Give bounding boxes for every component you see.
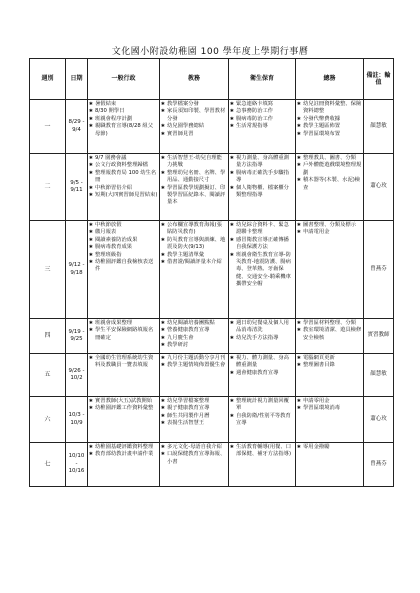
week-cell: 四 — [30, 319, 66, 354]
general-list — [297, 222, 362, 237]
remarks-cell: 顏慧敏 — [364, 354, 394, 397]
date-cell: 9/19 - 9/25 — [66, 319, 88, 354]
list-item: ✱ 腸病毒正確洗手步驟指導 — [230, 170, 294, 185]
general-list — [297, 398, 362, 413]
remarks-cell: 顏慧敏 — [364, 100, 394, 154]
week-cell: 一 — [30, 100, 66, 154]
list-item: ✱ 公布欄宣導教育海報(張貼防災教育) — [161, 222, 227, 237]
remarks-cell: 實習教師 — [364, 319, 394, 354]
health-cell — [229, 397, 296, 443]
list-item: ✱ 表揚生活智慧王 — [161, 420, 227, 427]
list-item: ✱ 整理幼兒名冊、名牌、學用品、通勤接尺寸 — [161, 170, 227, 185]
admin-list — [89, 101, 158, 138]
teaching-cell — [160, 354, 229, 397]
list-item: ✱ 幼稚園評鑑工作資料彙整 — [89, 405, 158, 412]
teaching-list — [161, 444, 227, 466]
admin-cell — [88, 154, 160, 221]
general-cell — [296, 354, 364, 397]
list-item: ✱ 電腦網頁更新 — [297, 355, 362, 362]
list-item: ✱ 學習區環境消毒 — [297, 405, 362, 412]
list-item: ✱ 中秋節習俗介紹 — [89, 185, 158, 192]
list-item: ✱ 戶外體能遊戲環境整理規劃 — [297, 162, 362, 177]
teaching-cell — [160, 154, 229, 221]
general-cell — [296, 397, 364, 443]
list-item: ✱ 整理報教育局 100 幼生名冊 — [89, 170, 158, 185]
admin-cell — [88, 319, 160, 354]
list-item: ✱ 幼稚園評鑑自我檢核表送件 — [89, 259, 158, 274]
schedule-table — [29, 58, 394, 487]
list-item: ✱ 學習區教學規劃擬訂、印製學習區紀錄本、閱讀評量本 — [161, 185, 227, 207]
list-item: ✱ 積木器等(木製、水泥)檢查 — [297, 177, 362, 192]
table-row — [30, 319, 394, 354]
general-list — [297, 444, 362, 451]
header-remarks: 備註：輪值 — [364, 59, 394, 100]
list-item: ✱ 個人衛物櫃、檔案櫃分類整理指導 — [230, 185, 294, 200]
list-item: ✱ 申請零用金 — [297, 398, 362, 405]
health-list — [230, 222, 294, 289]
admin-list — [89, 222, 158, 274]
teaching-list — [161, 398, 227, 428]
admin-list — [89, 355, 158, 370]
admin-list — [89, 320, 158, 342]
list-item: ✱ 學習區材料整理、分類 — [297, 320, 362, 327]
general-cell — [296, 100, 364, 154]
admin-list — [89, 155, 158, 199]
list-item: ✱ 幼兒學習檔案整理 — [161, 398, 227, 405]
date-cell: 9/26 - 10/2 — [66, 354, 88, 397]
list-item: ✱ 自我防衛/性別平等教育宣導 — [230, 413, 294, 428]
list-item: ✱ 感冒衛教宣導正確傳播自我保護方法 — [230, 237, 294, 252]
week-cell: 五 — [30, 354, 66, 397]
list-item: ✱ 九月份主題活動分享月刊 — [161, 355, 227, 362]
list-item: ✱ 幼兒洗手方法指導 — [230, 335, 294, 342]
remarks-cell: 曾燕芬 — [364, 221, 394, 319]
admin-cell — [88, 354, 160, 397]
list-item: ✱ 零用金撥勵 — [297, 444, 362, 451]
list-item: ✱ 家長須知印製、學習教材分發 — [161, 108, 227, 123]
date-cell: 9/12 - 9/18 — [66, 221, 88, 319]
list-item: ✱ 幼稚園基礎評鑑資料整理 — [89, 444, 158, 451]
health-list — [230, 355, 294, 377]
list-item: ✱ 急事務防治工作 — [230, 108, 294, 115]
list-item: ✱ 中秋節放假 — [89, 222, 158, 229]
admin-list — [89, 398, 158, 413]
list-item: ✱ 週日幼兒餐桌及個人用品消毒清洗 — [230, 320, 294, 335]
list-item: ✱ 整理教具、圖書、分類 — [297, 155, 362, 162]
header-general: 總務 — [296, 59, 364, 100]
health-list — [230, 320, 294, 342]
list-item: ✱ 多元文化-母語自我介紹 — [161, 444, 227, 451]
list-item: ✱ 親子健康教育宣導 — [161, 405, 227, 412]
header-teaching: 教務 — [160, 59, 229, 100]
date-cell: 8/29 - 9/4 — [66, 100, 88, 154]
schedule-body — [30, 100, 394, 487]
list-item: ✱ 教學主題情境佈置優生會 — [161, 362, 227, 369]
teaching-cell — [160, 397, 229, 443]
date-cell: 10/10 - 10/16 — [66, 443, 88, 487]
general-list — [297, 101, 362, 138]
general-cell — [296, 221, 364, 319]
list-item: ✱ 9/7 園務會議 — [89, 155, 158, 162]
header-date: 日期 — [66, 59, 88, 100]
list-item: ✱ 教育部幼教計畫申請作業 — [89, 451, 158, 458]
list-item: ✱ 教學研討 — [161, 342, 227, 349]
list-item: ✱ 生活常規指導 — [230, 123, 294, 130]
list-item: ✱ 公文行政資料整理歸檔 — [89, 162, 158, 169]
list-item: ✱ 緊急連絡卡填寫 — [230, 101, 294, 108]
list-item: ✱ 分發代幣費收據 — [297, 116, 362, 123]
remarks-cell: 曾燕芬 — [364, 443, 394, 487]
admin-cell — [88, 397, 160, 443]
health-list — [230, 101, 294, 131]
general-list — [297, 355, 362, 370]
teaching-cell — [160, 100, 229, 154]
health-list — [230, 155, 294, 199]
table-row — [30, 443, 394, 487]
list-item: ✱ 申請電用金 — [297, 229, 362, 236]
table-row — [30, 154, 394, 221]
list-item: ✱ 幼兒註冊資料彙整、保險資料總整 — [297, 101, 362, 116]
teaching-cell — [160, 443, 229, 487]
list-item: ✱ 整理統計視力測量回覆單 — [230, 398, 294, 413]
date-cell: 9/5 - 9/11 — [66, 154, 88, 221]
date-cell: 10/3 - 10/9 — [66, 397, 88, 443]
list-item: ✱ 全國幼生管理系統幼生資料及教職員一覽表填報 — [89, 355, 158, 370]
header-week: 週別 — [30, 59, 66, 100]
week-cell: 六 — [30, 397, 66, 443]
health-cell — [229, 319, 296, 354]
general-list — [297, 155, 362, 192]
teaching-list — [161, 101, 227, 138]
list-item: ✱ 借書證/閱讀評量本介紹 — [161, 259, 227, 266]
list-item: ✱ 腸病毒防治工作 — [230, 116, 294, 123]
table-row — [30, 100, 394, 154]
list-item: ✱ 暑假結束 — [89, 101, 158, 108]
list-item: ✱ 師生共同製作月曆 — [161, 413, 227, 420]
list-item: ✱ 班親會程序計劃 — [89, 116, 158, 123]
list-item: ✱ 整理圖書目錄 — [297, 362, 362, 369]
week-cell: 三 — [30, 221, 66, 319]
teaching-list — [161, 155, 227, 207]
week-cell: 七 — [30, 443, 66, 487]
general-list — [297, 320, 362, 342]
list-item: ✱ 圖書整理、分類及標示 — [297, 222, 362, 229]
health-list — [230, 398, 294, 428]
week-cell: 二 — [30, 154, 66, 221]
health-list — [230, 444, 294, 459]
list-item: ✱ 幼兒閱讀培養團點點 — [161, 320, 227, 327]
list-item: ✱ 短期(大四實習師見習結束) — [89, 192, 158, 199]
teaching-list — [161, 355, 227, 370]
admin-cell — [88, 100, 160, 154]
list-item: ✱ 生活智慧王-幼兒自理能力挑戰 — [161, 155, 227, 170]
list-item: ✱ 親職教育宣導(8/28 組父母節) — [89, 123, 158, 138]
teaching-cell — [160, 221, 229, 319]
list-item: ✱ 閱讀素養防治成果 — [89, 237, 158, 244]
list-item: ✱ 幼兒綜合資料卡、緊急證聯卡整理 — [230, 222, 294, 237]
table-row — [30, 221, 394, 319]
header-row — [30, 59, 394, 100]
remarks-cell: 蕭心玫 — [364, 397, 394, 443]
teaching-cell — [160, 319, 229, 354]
admin-cell — [88, 443, 160, 487]
list-item: ✱ 週會健康教育宣導 — [230, 370, 294, 377]
health-cell — [229, 100, 296, 154]
list-item: ✱ 九月慶生會 — [161, 335, 227, 342]
list-item: ✱ 8/30 開學日 — [89, 108, 158, 115]
list-item: ✱ 學生平安保險網路填報名冊確定 — [89, 327, 158, 342]
list-item: ✱ 口說保健教育宣導海報、小書 — [161, 451, 227, 466]
list-item: ✱ 視力測量、身高體重測量方法指導 — [230, 155, 294, 170]
remarks-cell: 蕭心玫 — [364, 154, 394, 221]
list-item: ✱ 學習區環境布置 — [297, 131, 362, 138]
list-item: ✱ 教室環境清潔、遊具檢修安全檢核 — [297, 327, 362, 342]
list-item: ✱ 繳月報表 — [89, 229, 158, 236]
table-row — [30, 354, 394, 397]
health-cell — [229, 443, 296, 487]
page-title: 文化國小附設幼稚園 100 學年度上學期行事曆 — [111, 47, 309, 57]
health-cell — [229, 354, 296, 397]
admin-cell — [88, 221, 160, 319]
list-item: ✱ 整理班級指 — [89, 252, 158, 259]
header-health: 衛生保育 — [229, 59, 296, 100]
teaching-list — [161, 222, 227, 266]
list-item: ✱ 教學檔案分發 — [161, 101, 227, 108]
list-item: ✱ 腸病毒教育成果 — [89, 244, 158, 251]
list-item: ✱ 教學主題區佈置 — [297, 123, 362, 130]
list-item: ✱ 教學主題清單彙 — [161, 252, 227, 259]
teaching-list — [161, 320, 227, 350]
admin-list — [89, 444, 158, 459]
list-item: ✱ 幼兒園學務總結 — [161, 123, 227, 130]
health-cell — [229, 154, 296, 221]
list-item: ✱ 班親會衛生教育宣導-防災教育-地震防護、腸病毒、登革熱、牙齒保健、交通安全-騎乘機車攜帶安全帽 — [230, 252, 294, 289]
list-item: ✱ 營養健康教育宣導 — [161, 327, 227, 334]
table-row — [30, 397, 394, 443]
general-cell — [296, 443, 364, 487]
list-item: ✱ 實習師見習 — [161, 131, 227, 138]
general-cell — [296, 154, 364, 221]
list-item: ✱ 生活教育輔導(用餐、口部保健、補牙方法指導) — [230, 444, 294, 459]
header-admin: 一般行政 — [88, 59, 160, 100]
list-item: ✱ 視力、體力測量、身高體重測量 — [230, 355, 294, 370]
list-item: ✱ 防災教育宣導與訓練、地震及防火(9/13) — [161, 237, 227, 252]
list-item: ✱ 實習教師(大五)試教開始 — [89, 398, 158, 405]
health-cell — [229, 221, 296, 319]
list-item: ✱ 班親會成果整理 — [89, 320, 158, 327]
general-cell — [296, 319, 364, 354]
